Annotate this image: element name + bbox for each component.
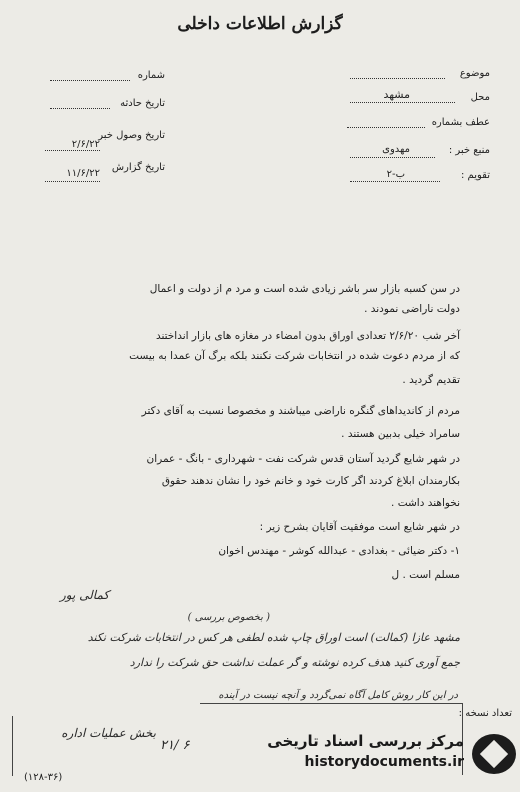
source-dots: [350, 157, 435, 158]
evaluation-dots: [350, 181, 440, 182]
annotation-bracket-note: ( بخصوص بررسی ): [187, 612, 270, 623]
receipt-date-dots: [45, 150, 100, 151]
source-label: منبع خبر :: [448, 145, 490, 156]
place-dots: [350, 102, 455, 103]
body-line-5: تقدیم گردید .: [402, 374, 460, 386]
place-value: مشهد: [383, 88, 410, 101]
report-date-label: تاریخ گزارش: [111, 162, 165, 173]
annotation-line-3: در این کار روش کامل آگاه نمی‌گردد و آنچه نیست در آینده: [218, 690, 458, 701]
body-line-6: مردم از کاندیداهای گنگره ناراضی میباشند و مخصوصا نسبت به آقای دکتر: [141, 405, 460, 417]
body-line-7: سامراد خیلی بدبین هستند .: [341, 428, 460, 440]
date-mark: ۲۱/ ۶: [160, 738, 190, 753]
report-date-value: ۱۱/۶/۲۲: [66, 168, 100, 179]
receipt-date-value: ۲/۶/۲۲: [71, 139, 100, 150]
report-date-dots: [45, 181, 100, 182]
source-value: مهدوی: [382, 144, 410, 155]
annotation-line-1: مشهد عازا (کمالت) است اوراق چاپ شده لطفی هر کس در انتخابات شرکت نکند: [87, 631, 460, 644]
number-dots: [50, 80, 130, 81]
body-line-11: در شهر شایع است موفقیت آقایان بشرح زیر :: [259, 521, 460, 533]
place-label: محل: [470, 92, 490, 103]
archive-logo-icon: [472, 734, 516, 774]
left-stamp-text: بخش عملیات اداره: [61, 726, 156, 740]
bottom-divider: [200, 703, 462, 704]
body-line-10: نخواهند داشت .: [391, 497, 460, 509]
event-date-label: تاریخ حادثه: [120, 98, 165, 109]
watermark-url: historydocuments.ir: [304, 754, 464, 770]
body-line-4: که از مردم دعوت شده در انتخابات شرکت نکنند بلکه برگ آن عمدا به بیست: [129, 350, 460, 362]
evaluation-label: تقویم :: [461, 170, 490, 181]
receipt-date-label: تاریخ وصول خبر: [98, 130, 165, 141]
body-line-12: ۱- دکتر ضیائی - بغدادی - عبدالله کوشر - مهندس اخوان: [218, 545, 460, 557]
evaluation-value: ب-۲: [386, 169, 405, 180]
body-line-8: در شهر شایع گردید آستان قدس شرکت نفت - شهرداری - بانگ - عمران: [146, 453, 460, 465]
form-title: گزارش اطلاعات داخلی: [177, 14, 343, 34]
copies-label: تعداد نسخه :: [458, 708, 512, 719]
body-line-9: بکارمندان ابلاغ کردند اگر کارت خود و خانم خود را نشان ندهند حقوق: [161, 475, 460, 487]
body-line-13: مسلم است . ل: [391, 569, 460, 581]
reference-dots: [347, 127, 425, 128]
number-label: شماره: [137, 70, 165, 81]
annotation-line-2: جمع آوری کنید هدف کرده نوشته و گر عملت نداشت حق شرکت را ندارد: [129, 656, 460, 669]
subject-label: موضوع: [459, 68, 490, 79]
archive-watermark: [232, 730, 520, 778]
body-line-1: در سن کسبه بازار سر باشر زیادی شده است و مرد م از دولت و اعمال: [149, 283, 460, 295]
subject-dots: [350, 78, 445, 79]
watermark-title: مرکز بررسی اسناد تاریخی: [267, 732, 464, 750]
body-line-2: دولت ناراضی نمودند .: [364, 303, 460, 315]
event-date-dots: [50, 108, 110, 109]
author-signature: کمالی پور: [60, 588, 110, 602]
body-line-3: آخر شب ۲/۶/۲۰ تعدادی اوراق بدون امضاء در مغازه های بازار انداختند: [155, 330, 460, 342]
footer-code: (۱۲۸-۳۶): [24, 772, 63, 783]
reference-label: عطف بشماره: [431, 117, 490, 128]
